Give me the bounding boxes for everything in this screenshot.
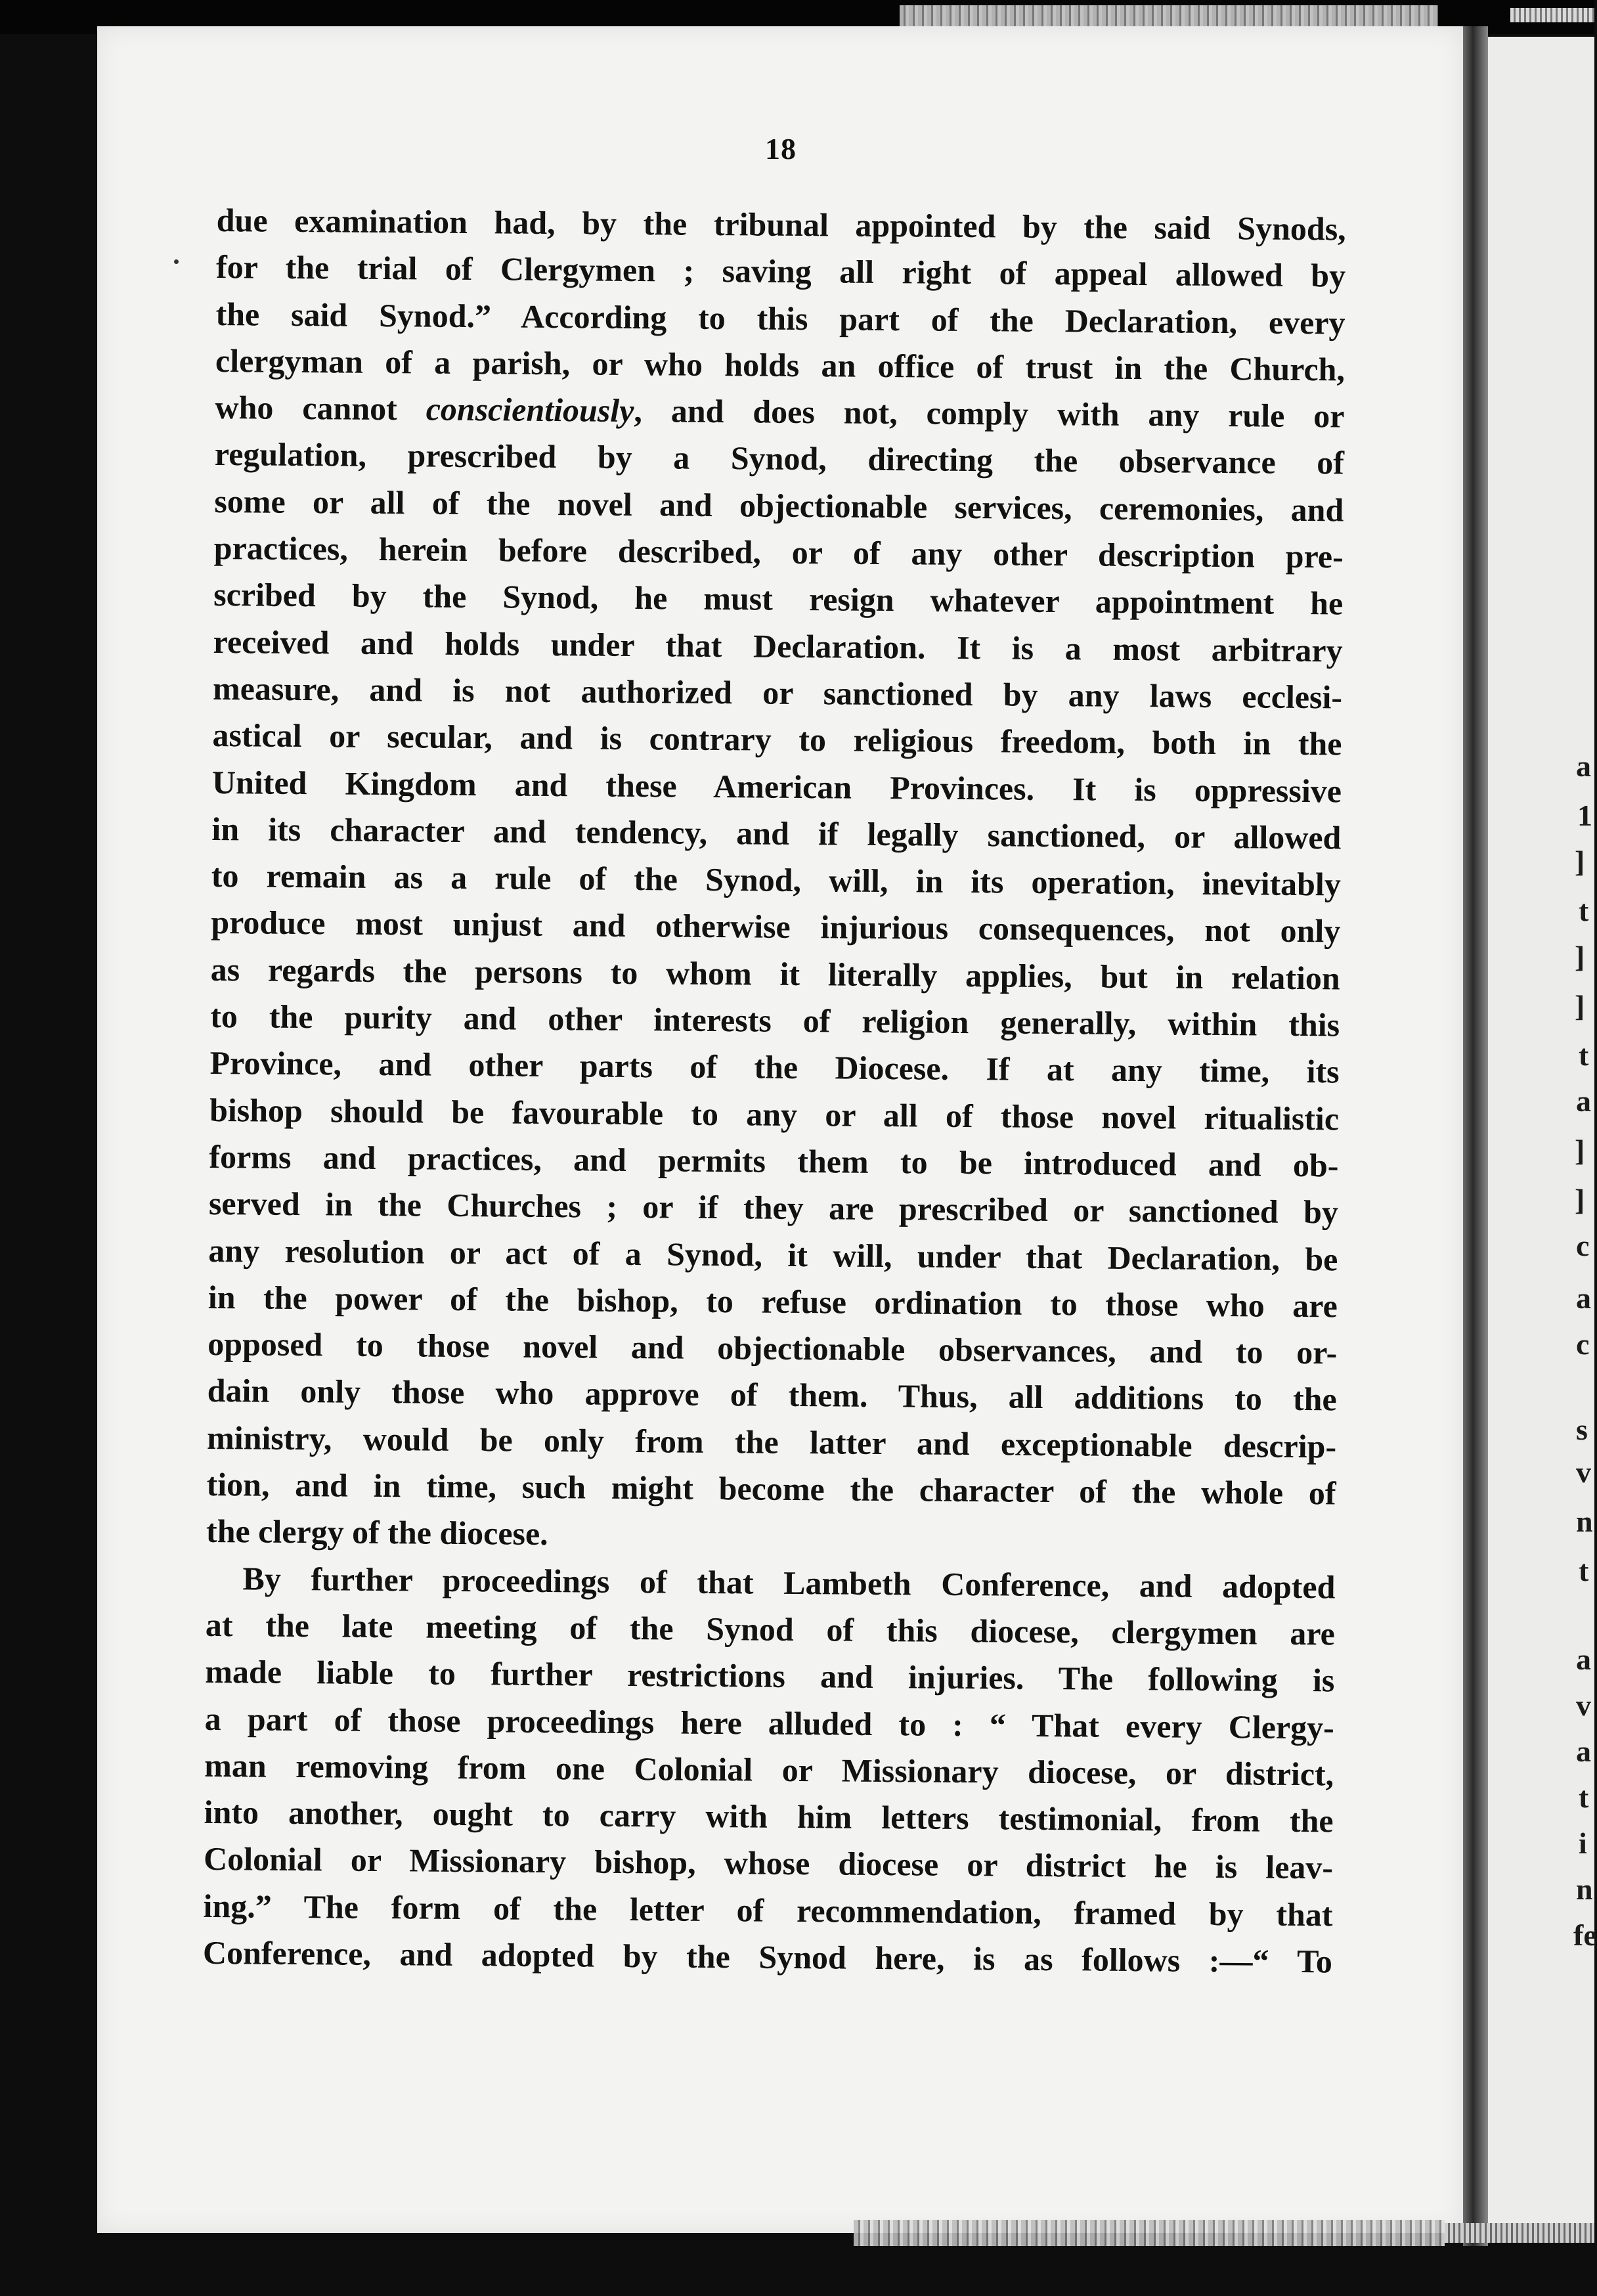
text-line: dain only those who approve of them. Thus, all additions to the — [207, 1372, 1337, 1418]
facing-page-fragment: v — [1576, 1455, 1591, 1489]
scanner-edge-stripe — [854, 2220, 1445, 2246]
text-line: Conference, and adopted by the Synod here, is as follows :—“ To — [202, 1933, 1333, 1980]
scanner-edge-stripe — [1510, 8, 1594, 22]
text-line: to remain as a rule of the Synod, will, in its operation, inevitably — [211, 857, 1342, 903]
text-line: the clergy of the diocese. — [206, 1512, 548, 1553]
text-line: clergyman of a parish, or who holds an office of trust in the Church, — [215, 342, 1345, 388]
facing-page-fragment: ] — [1575, 1134, 1585, 1167]
facing-page-fragment: ] — [1575, 845, 1585, 878]
facing-page-fragment: 1 — [1577, 799, 1592, 832]
facing-page-fragment: t — [1579, 1038, 1589, 1072]
text-line: practices, herein before described, or of any other description pre- — [213, 529, 1344, 575]
text-line: any resolution or act of a Synod, it will, under that Declaration, be — [208, 1231, 1338, 1277]
text-line: Colonial or Missionary bishop, whose diocese or district he is leav- — [203, 1840, 1334, 1886]
book-gutter — [1463, 26, 1488, 2246]
text-line: ing.” The form of the letter of recommendation, framed by that — [203, 1887, 1333, 1933]
facing-page-fragment: a — [1576, 749, 1591, 783]
facing-page-fragment: c — [1576, 1327, 1590, 1361]
facing-page-fragment: c — [1576, 1229, 1590, 1262]
text-line: served in the Churches ; or if they are prescribed or sanctioned by — [208, 1185, 1339, 1231]
facing-page-fragment: a — [1576, 1084, 1591, 1118]
facing-page-fragment: a — [1576, 1643, 1591, 1676]
text-line: into another, ought to carry with him letters testimonial, from the — [204, 1794, 1334, 1840]
text-line: who cannot conscientiously, and does not, comply with any rule or — [215, 389, 1345, 435]
text-line: some or all of the novel and objectionable services, ceremonies, and — [214, 482, 1344, 529]
facing-page-fragment: ] — [1575, 1183, 1585, 1216]
text-line: man removing from one Colonial or Missionary diocese, or district, — [204, 1746, 1334, 1793]
text-line: made liable to further restrictions and injuries. The following is — [205, 1653, 1335, 1699]
text-line: ministry, would be only from the latter and exceptionable descrip- — [206, 1419, 1337, 1465]
ink-speck — [174, 259, 179, 264]
text-line: as regards the persons to whom it literally applies, but in relation — [210, 950, 1340, 997]
scanner-edge-stripe — [1445, 2223, 1594, 2243]
text-line: a part of those proceedings here alluded to : “ That every Clergy- — [204, 1700, 1334, 1746]
text-line: astical or secular, and is contrary to religious freedom, both in the — [212, 717, 1342, 762]
text-line: By further proceedings of that Lambeth Conference, and adopted — [242, 1559, 1336, 1606]
text-line: produce most unjust and otherwise injurious consequences, not only — [211, 904, 1341, 950]
facing-page-fragment: t — [1579, 1554, 1589, 1587]
facing-page-fragment: a — [1576, 1281, 1591, 1315]
facing-page-fragment: s — [1576, 1413, 1588, 1446]
text-line: opposed to those novel and objectionable observances, and to or- — [208, 1325, 1338, 1371]
facing-page-fragment: i — [1579, 1826, 1587, 1860]
text-line: Province, and other parts of the Diocese. If at any time, its — [209, 1044, 1340, 1090]
emphasized-word: conscientiously — [426, 390, 634, 430]
text-line: for the trial of Clergymen ; saving all right of appeal allowed by — [215, 248, 1346, 294]
text-line: regulation, prescribed by a Synod, directing the observance of — [214, 435, 1345, 481]
text-line: scribed by the Synod, he must resign whatever appointment he — [213, 576, 1344, 622]
facing-page-fragment: ] — [1575, 989, 1585, 1023]
facing-page-fragment: a — [1576, 1734, 1591, 1768]
scanner-edge-stripe — [900, 5, 1438, 28]
page-number: 18 — [765, 132, 797, 166]
facing-page-fragment: t — [1579, 894, 1589, 927]
text-line: forms and practices, and permits them to be introduced and ob- — [209, 1137, 1339, 1184]
text-line: to the purity and other interests of religion generally, within this — [209, 998, 1340, 1044]
facing-page-fragment: t — [1579, 1780, 1589, 1814]
text-line: the said Synod.” According to this part of the Declaration, every — [215, 295, 1345, 342]
text-line: bishop should be favourable to any or all of those novel ritualistic — [209, 1091, 1340, 1137]
facing-page-fragment: v — [1576, 1689, 1591, 1722]
text-line: at the late meeting of the Synod of this diocese, clergymen are — [205, 1606, 1336, 1652]
text-line: tion, and in time, such might become the character of the whole of — [206, 1465, 1336, 1512]
facing-page-fragment: n — [1576, 1505, 1593, 1538]
text-line: United Kingdom and these American Provinces. It is oppressive — [211, 763, 1342, 810]
facing-page-fragment: fe — [1573, 1918, 1597, 1952]
text-line: received and holds under that Declaration. It is a most arbitrary — [213, 623, 1343, 669]
body-text — [203, 197, 1346, 1985]
facing-page-fragment: n — [1576, 1872, 1593, 1906]
text-line: in its character and tendency, and if legally sanctioned, or allowed — [211, 810, 1342, 856]
facing-page-fragment: ] — [1575, 940, 1585, 973]
text-line: measure, and is not authorized or sanctioned by any laws ecclesi- — [212, 669, 1343, 716]
text-line: in the power of the bishop, to refuse ordination to those who are — [208, 1278, 1338, 1325]
text-line: due examination had, by the tribunal appointed by the said Synods, — [216, 201, 1346, 248]
